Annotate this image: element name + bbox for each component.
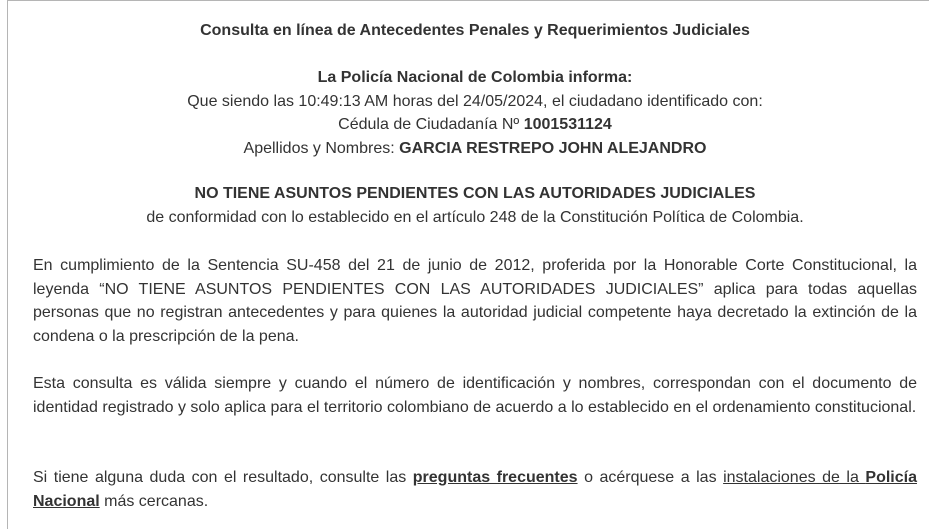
help-paragraph: [33, 466, 917, 513]
sentence-paragraph: En cumplimiento de la Sentencia SU-458 del 21 de junio de 2012, proferida por la Honorable Corte Constitucional, la leyenda “NO TIENE ASUNTOS PENDIENTES CON LAS AUTORIDADES JUDICIALES” aplica para todas aquellas personas que no registran antecedentes y para quienes la autoridad judicial competente haya decretado la extinción de la condena o la prescripción de la pena.: [33, 257, 917, 345]
query-time-line: Que siendo las 10:49:13 AM horas del 24/05/2024, el ciudadano identificado con:: [187, 92, 763, 110]
cedula-value: 1001531124: [523, 116, 612, 133]
result-panel: [7, 0, 929, 529]
validity-paragraph: Esta consulta es válida siempre y cuando el número de identificación y nombres, correspondan con el documento de identidad registrado y solo aplica para el territorio colombiano de acuerdo a lo establecido en el ordenamiento constitucional.: [33, 375, 917, 416]
names-value: GARCIA RESTREPO JOHN ALEJANDRO: [399, 139, 707, 157]
status-text: NO TIENE ASUNTOS PENDIENTES CON LAS AUTORIDADES JUDICIALES: [194, 185, 756, 202]
names-line: [33, 137, 917, 161]
names-label: Apellidos y Nombres:: [243, 139, 400, 157]
page-title: Consulta en línea de Antecedentes Penales y Requerimientos Judiciales: [200, 22, 750, 39]
faq-link[interactable]: preguntas frecuentes: [412, 469, 578, 486]
info-heading: La Policía Nacional de Colombia informa:: [317, 69, 633, 86]
help-middle: o acérquese a las: [577, 469, 724, 486]
citizen-info: [33, 66, 917, 160]
cedula-line: [33, 113, 917, 137]
police-link[interactable]: Policía Nacional: [33, 469, 917, 510]
facilities-link[interactable]: instalaciones de la: [723, 469, 866, 486]
cedula-label: Cédula de Ciudadanía Nº: [338, 116, 524, 133]
status-basis: de conformidad con lo establecido en el artículo 248 de la Constitución Política de Colombia.: [146, 208, 804, 226]
result-status: [33, 182, 917, 229]
help-suffix: más cercanas.: [99, 492, 209, 510]
help-prefix: Si tiene alguna duda con el resultado, consulte las: [33, 469, 413, 486]
